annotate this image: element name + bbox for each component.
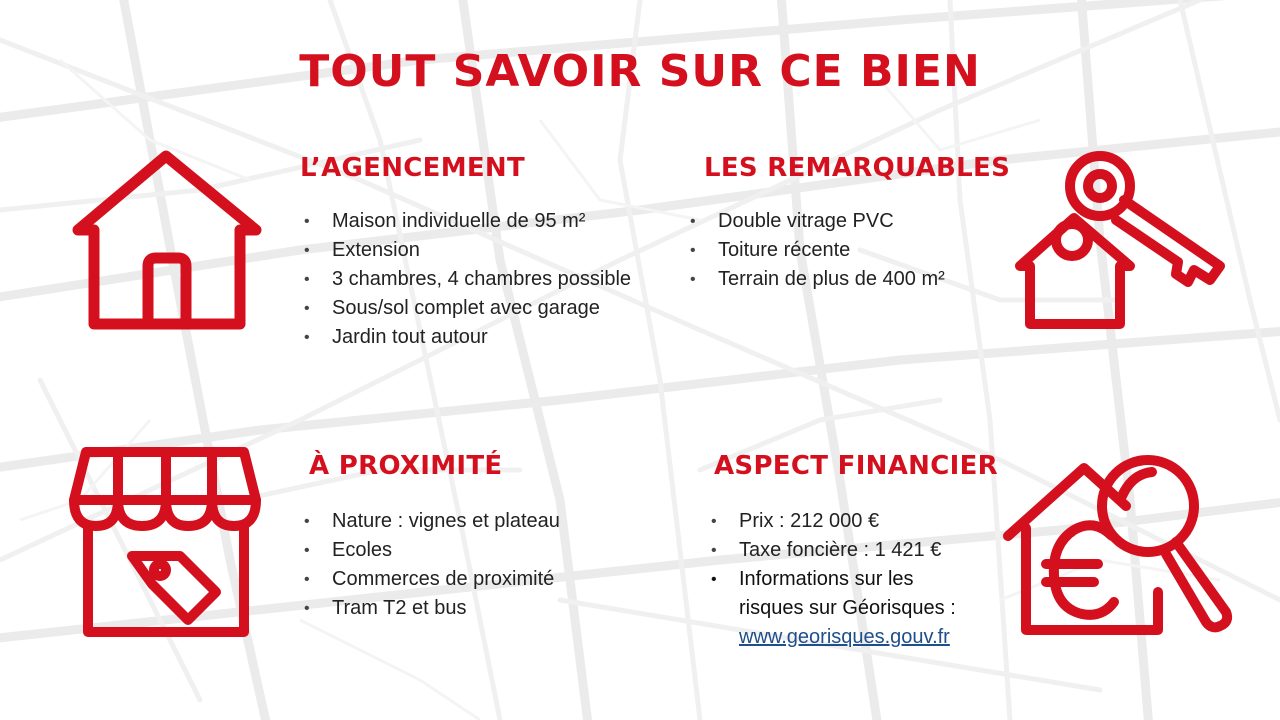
- georisques-info-line2: risques sur Géorisques :: [739, 597, 956, 619]
- list-item: • Prix : 212 000 €: [709, 507, 941, 536]
- agencement-list: [302, 207, 631, 352]
- house-euro-magnifier-icon: [1002, 444, 1240, 640]
- house-icon: [70, 148, 265, 333]
- georisques-info-line1: • Informations sur les: [739, 568, 914, 590]
- section-title-remarquables: LES REMARQUABLES: [704, 153, 1011, 183]
- proximite-list: [302, 507, 560, 623]
- shop-icon: [68, 444, 263, 639]
- list-item: • 3 chambres, 4 chambres possible: [302, 265, 631, 294]
- list-item: • Ecoles: [302, 536, 560, 565]
- remarquables-list: [688, 207, 945, 294]
- financier-list: [709, 507, 941, 565]
- section-title-proximite: À PROXIMITÉ: [309, 451, 503, 481]
- list-item: • Maison individuelle de 95 m²: [302, 207, 631, 236]
- georisques-info: [709, 565, 956, 652]
- list-item: • Toiture récente: [688, 236, 945, 265]
- section-title-agencement: L’AGENCEMENT: [300, 153, 526, 183]
- list-item: • Nature : vignes et plateau: [302, 507, 560, 536]
- list-item: • Extension: [302, 236, 631, 265]
- list-item: • Terrain de plus de 400 m²: [688, 265, 945, 294]
- georisques-link[interactable]: www.georisques.gouv.fr: [739, 626, 950, 648]
- list-item: • Double vitrage PVC: [688, 207, 945, 236]
- page-title: TOUT SAVOIR SUR CE BIEN: [299, 46, 981, 97]
- list-item: • Taxe foncière : 1 421 €: [709, 536, 941, 565]
- keys-house-icon: [1012, 148, 1234, 333]
- list-item: • Commerces de proximité: [302, 565, 560, 594]
- section-title-financier: ASPECT FINANCIER: [714, 451, 998, 481]
- list-item: • Jardin tout autour: [302, 323, 631, 352]
- list-item: • Sous/sol complet avec garage: [302, 294, 631, 323]
- list-item: • Tram T2 et bus: [302, 594, 560, 623]
